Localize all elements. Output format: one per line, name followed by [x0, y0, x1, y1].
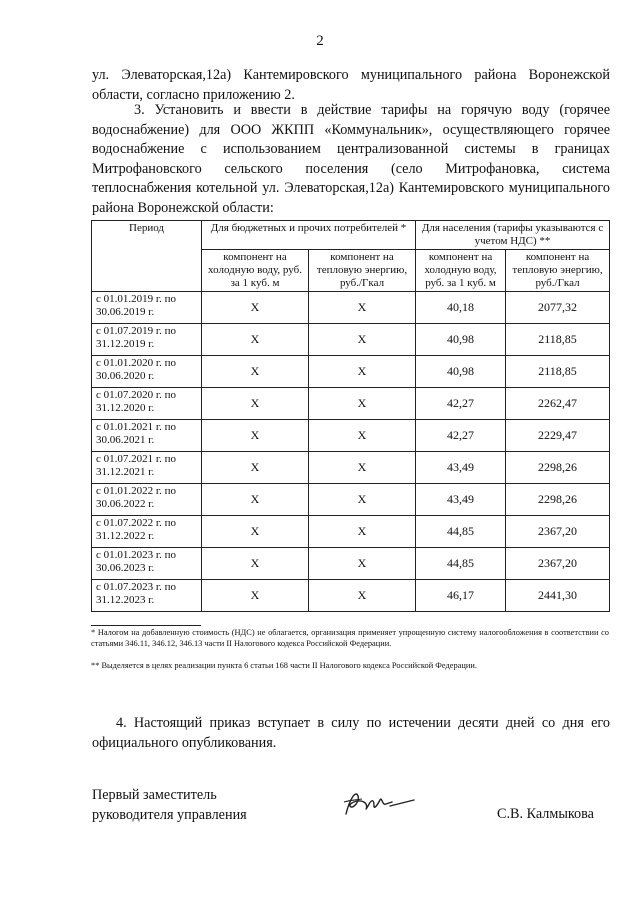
table-row — [92, 388, 610, 420]
population-energy-cell: 2118,85 — [506, 324, 610, 356]
signatory-title-line2: руководителя управления — [92, 806, 247, 823]
population-energy-cell: 2118,85 — [506, 356, 610, 388]
budget-energy-cell: Х — [309, 452, 416, 484]
table-row — [92, 580, 610, 612]
budget-energy-cell: Х — [309, 324, 416, 356]
budget-energy-cell: Х — [309, 388, 416, 420]
budget-water-cell: Х — [202, 580, 309, 612]
period-cell: с 01.01.2023 г. по 30.06.2023 г. — [92, 548, 202, 580]
table-row — [92, 356, 610, 388]
population-energy-cell: 2262,47 — [506, 388, 610, 420]
budget-energy-cell: Х — [309, 580, 416, 612]
signatory-title — [92, 786, 247, 825]
budget-water-cell: Х — [202, 420, 309, 452]
period-cell: с 01.01.2022 г. по 30.06.2022 г. — [92, 484, 202, 516]
population-energy-cell: 2077,32 — [506, 292, 610, 324]
header-budget-consumers: Для бюджетных и прочих потребителей * — [202, 221, 416, 250]
population-energy-cell: 2441,30 — [506, 580, 610, 612]
table-row — [92, 292, 610, 324]
header-population: Для населения (тарифы указываются с учетом НДС) ** — [416, 221, 610, 250]
population-water-cell: 42,27 — [416, 388, 506, 420]
period-cell: с 01.01.2021 г. по 30.06.2021 г. — [92, 420, 202, 452]
budget-energy-cell: Х — [309, 292, 416, 324]
intro-paragraph: ул. Элеваторская,12а) Кантемировского муниципального района Воронежской области, согласно приложению 2. — [92, 67, 610, 103]
footnote-divider — [91, 625, 201, 626]
clause-3-paragraph: 3. Установить и ввести в действие тарифы на горячую воду (горячее водоснабжение) для ООО ЖКПП «Коммунальник», осуществляющего горячее водоснабжение с использованием централизованной системы в границах Митрофановского сельского поселения (село Митрофановка, система теплоснабжения котельной ул. Элеваторская,12а) Кантемировского муниципального района Воронежской области: — [92, 102, 610, 216]
population-water-cell: 43,49 — [416, 484, 506, 516]
table-row — [92, 516, 610, 548]
footnote-vat-allocated: ** Выделяется в целях реализации пункта 6 статьи 168 части II Налогового кодекса Российской Федерации. — [91, 661, 477, 670]
subheader-population-energy: компонент на тепловую энергию, руб./Гкал — [506, 250, 610, 292]
signatory-title-line1: Первый заместитель — [92, 787, 217, 803]
table-row — [92, 420, 610, 452]
population-water-cell: 44,85 — [416, 548, 506, 580]
budget-energy-cell: Х — [309, 548, 416, 580]
table-row — [92, 324, 610, 356]
budget-water-cell: Х — [202, 484, 309, 516]
subheader-budget-energy: компонент на тепловую энергию, руб./Гкал — [309, 250, 416, 292]
population-energy-cell: 2367,20 — [506, 516, 610, 548]
population-water-cell: 40,98 — [416, 356, 506, 388]
subheader-population-water: компонент на холодную воду, руб. за 1 куб. м — [416, 250, 506, 292]
population-water-cell: 44,85 — [416, 516, 506, 548]
population-energy-cell: 2367,20 — [506, 548, 610, 580]
budget-water-cell: Х — [202, 452, 309, 484]
tariff-table-body — [92, 292, 610, 612]
population-water-cell: 40,18 — [416, 292, 506, 324]
population-energy-cell: 2229,47 — [506, 420, 610, 452]
period-cell: с 01.07.2023 г. по 31.12.2023 г. — [92, 580, 202, 612]
subheader-budget-water: компонент на холодную воду, руб. за 1 куб. м — [202, 250, 309, 292]
period-cell: с 01.01.2019 г. по 30.06.2019 г. — [92, 292, 202, 324]
period-cell: с 01.07.2020 г. по 31.12.2020 г. — [92, 388, 202, 420]
population-water-cell: 42,27 — [416, 420, 506, 452]
period-cell: с 01.01.2020 г. по 30.06.2020 г. — [92, 356, 202, 388]
budget-energy-cell: Х — [309, 420, 416, 452]
budget-water-cell: Х — [202, 388, 309, 420]
budget-water-cell: Х — [202, 324, 309, 356]
page-number: 2 — [316, 33, 324, 49]
population-water-cell: 46,17 — [416, 580, 506, 612]
population-energy-cell: 2298,26 — [506, 452, 610, 484]
tariff-table — [91, 220, 610, 612]
population-water-cell: 40,98 — [416, 324, 506, 356]
population-water-cell: 43,49 — [416, 452, 506, 484]
table-row — [92, 484, 610, 516]
table-row — [92, 548, 610, 580]
budget-water-cell: Х — [202, 516, 309, 548]
budget-energy-cell: Х — [309, 356, 416, 388]
budget-water-cell: Х — [202, 356, 309, 388]
budget-water-cell: Х — [202, 292, 309, 324]
table-row — [92, 452, 610, 484]
budget-energy-cell: Х — [309, 484, 416, 516]
period-cell: с 01.07.2019 г. по 31.12.2019 г. — [92, 324, 202, 356]
signatory-name: С.В. Калмыкова — [497, 806, 594, 822]
period-cell: с 01.07.2022 г. по 31.12.2022 г. — [92, 516, 202, 548]
clause-4-paragraph: 4. Настоящий приказ вступает в силу по истечении десяти дней со дня его официального опубликования. — [92, 715, 610, 751]
budget-energy-cell: Х — [309, 516, 416, 548]
handwritten-signature — [340, 784, 420, 824]
population-energy-cell: 2298,26 — [506, 484, 610, 516]
budget-water-cell: Х — [202, 548, 309, 580]
footnote-vat-exempt: * Налогом на добавленную стоимость (НДС) не облагается, организация применяет упрощенную систему налогообложения в соответствии со статьями 346.11, 346.12, 346.13 части II Налогового кодекса Российской Федерации. — [91, 628, 609, 648]
period-cell: с 01.07.2021 г. по 31.12.2021 г. — [92, 452, 202, 484]
header-period: Период — [92, 221, 202, 292]
